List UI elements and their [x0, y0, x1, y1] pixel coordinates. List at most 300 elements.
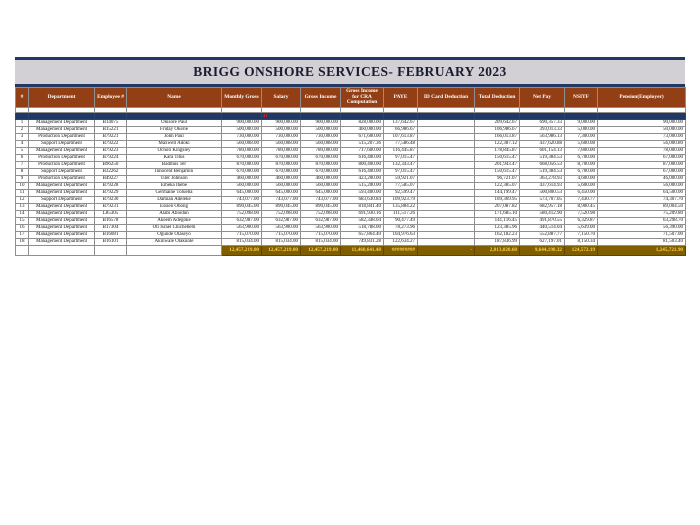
cell-paye[interactable]: 104,976.63 [384, 232, 418, 239]
cell-gross[interactable]: 670,000.00 [301, 169, 341, 176]
cell-monthly[interactable]: 500,000.00 [222, 127, 262, 134]
cell-salary[interactable]: 500,000.00 [262, 127, 301, 134]
cell-department[interactable]: Management Department [29, 148, 95, 155]
cell-name[interactable]: Damian Adeleke [127, 197, 222, 204]
cell-salary[interactable]: 870,000.00 [262, 162, 301, 169]
cell-gross[interactable]: 632,987.00 [301, 218, 341, 225]
cell-total[interactable]: 201,943.47 [475, 162, 520, 169]
cell-department[interactable]: Support Department [29, 197, 95, 204]
cell-gross[interactable]: 890,045.00 [301, 204, 341, 211]
cell-gross[interactable]: 780,000.00 [301, 148, 341, 155]
cell-gross[interactable]: 743,077.00 [301, 197, 341, 204]
cell-monthly[interactable]: 900,000.00 [222, 120, 262, 127]
cell-monthly[interactable]: 560,000.00 [222, 183, 262, 190]
totals-blank-employee [95, 246, 127, 256]
cell-idcard[interactable] [418, 176, 475, 183]
cell-name[interactable]: Germaine Tolueba [127, 190, 222, 197]
cell-net[interactable]: 363,278.93 [520, 176, 565, 183]
cell-total[interactable]: 162,182.23 [475, 232, 520, 239]
cell-cra[interactable]: 582,348.04 [341, 218, 384, 225]
cell-employee[interactable]: B15221 [95, 127, 127, 134]
cell-employee[interactable]: B79229 [95, 190, 127, 197]
cell-employee[interactable]: B16578 [95, 218, 127, 225]
cell-salary[interactable]: 715,070.00 [262, 232, 301, 239]
cell-department[interactable]: Production Department [29, 134, 95, 141]
cell-cra[interactable]: 800,400.00 [341, 162, 384, 169]
cell-name[interactable]: Tiler Johnson [127, 176, 222, 183]
cell-monthly[interactable]: 715,070.00 [222, 232, 262, 239]
cell-monthly[interactable]: 460,000.00 [222, 176, 262, 183]
cell-paye[interactable]: 107,613.87 [384, 134, 418, 141]
col-header-gross-income-cra[interactable]: Gross Income for CRA Computation [341, 88, 384, 108]
cell-name[interactable]: Friday Okerie [127, 127, 222, 134]
cell-salary[interactable]: 560,008.00 [262, 141, 301, 148]
cell-department[interactable]: Production Department [29, 176, 95, 183]
totals-net-pay[interactable]: 9,644,198.32 [520, 246, 565, 256]
col-header-pension-employer[interactable]: Pension(Employer) [598, 88, 686, 108]
totals-paye-overflow[interactable]: ######### [384, 246, 418, 256]
cell-pension[interactable]: 50,000.00 [598, 127, 686, 134]
cell-net[interactable]: 690,357.33 [520, 120, 565, 127]
cell-gross[interactable]: 715,070.00 [301, 232, 341, 239]
cell-employee[interactable]: B79224 [95, 155, 127, 162]
table-row [16, 197, 686, 204]
band-cell [222, 113, 262, 120]
cell-paye[interactable]: 78,273.96 [384, 225, 418, 232]
cell-name[interactable]: Kara Titus [127, 155, 222, 162]
cell-name[interactable]: Alabi Abiodun [127, 211, 222, 218]
cell-salary[interactable]: 560,000.00 [262, 183, 301, 190]
cell-paye[interactable]: 122,634.27 [384, 239, 418, 246]
band-cell [95, 113, 127, 120]
cell-net[interactable]: 627,197.01 [520, 239, 565, 246]
table-body [16, 120, 686, 246]
cell-monthly[interactable]: 645,000.00 [222, 190, 262, 197]
cell-nsitf[interactable]: 8,150.34 [565, 239, 598, 246]
cell-n[interactable]: 18 [16, 239, 29, 246]
cell-nsitf[interactable]: 7,300.00 [565, 134, 598, 141]
cell-salary[interactable]: 645,000.00 [262, 190, 301, 197]
cell-department[interactable]: Management Department [29, 218, 95, 225]
cell-idcard[interactable] [418, 239, 475, 246]
cell-total[interactable]: 122,387.12 [475, 141, 520, 148]
cell-n[interactable]: 14 [16, 211, 29, 218]
band-cell [29, 113, 95, 120]
cell-name[interactable]: John Paul [127, 134, 222, 141]
cell-idcard[interactable] [418, 120, 475, 127]
cell-net[interactable]: 601,154.13 [520, 148, 565, 155]
cell-department[interactable]: Production Department [29, 162, 95, 169]
cell-nsitf[interactable]: 5,639.00 [565, 225, 598, 232]
cell-name[interactable]: Akeem Adegoke [127, 218, 222, 225]
cell-gross[interactable]: 730,000.00 [301, 134, 341, 141]
cell-idcard[interactable] [418, 225, 475, 232]
col-header-net-pay[interactable]: Net Pay [520, 88, 565, 108]
cell-paye[interactable]: 132,343.47 [384, 162, 418, 169]
cell-cra[interactable]: 518,788.00 [341, 225, 384, 232]
cell-employee[interactable]: B79231 [95, 204, 127, 211]
totals-gross-income-cra[interactable]: 11,460,641.48 [341, 246, 384, 256]
cell-paye[interactable]: 135,884.22 [384, 204, 418, 211]
cell-employee[interactable]: B49227 [95, 176, 127, 183]
cell-department[interactable]: Management Department [29, 127, 95, 134]
cell-net[interactable]: 519,384.53 [520, 169, 565, 176]
cell-net[interactable]: 437,620.88 [520, 141, 565, 148]
table-row [16, 127, 686, 134]
band-cell [127, 113, 222, 120]
cell-pension[interactable]: 90,000.00 [598, 120, 686, 127]
cell-n[interactable]: 6 [16, 155, 29, 162]
cell-net[interactable]: 580,412.90 [520, 211, 565, 218]
cell-gross[interactable]: 670,000.00 [301, 155, 341, 162]
cell-cra[interactable]: 818,841.40 [341, 204, 384, 211]
payroll-sheet [15, 57, 685, 256]
cell-pension[interactable]: 46,000.00 [598, 176, 686, 183]
cell-paye[interactable]: 137,642.67 [384, 120, 418, 127]
band-cell [384, 113, 418, 120]
cell-idcard[interactable] [418, 134, 475, 141]
cell-paye[interactable]: 116,445.87 [384, 148, 418, 155]
cell-net[interactable]: 393,013.33 [520, 127, 565, 134]
cell-n[interactable]: 11 [16, 190, 29, 197]
totals-salary[interactable]: 12,457,219.00 [262, 246, 301, 256]
cell-gross[interactable]: 560,000.00 [301, 183, 341, 190]
cell-department[interactable]: Management Department [29, 120, 95, 127]
cell-salary[interactable]: 890,045.00 [262, 204, 301, 211]
cell-monthly[interactable]: 890,045.00 [222, 204, 262, 211]
cell-pension[interactable]: 56,000.00 [598, 183, 686, 190]
cell-department[interactable]: Support Department [29, 169, 95, 176]
cell-gross[interactable]: 500,000.00 [301, 127, 341, 134]
cell-total[interactable]: 150,615.47 [475, 155, 520, 162]
cell-gross[interactable]: 645,000.00 [301, 190, 341, 197]
cell-n[interactable]: 3 [16, 134, 29, 141]
cell-cra[interactable]: 828,000.00 [341, 120, 384, 127]
cell-total[interactable]: 96,721.07 [475, 176, 520, 183]
cell-pension[interactable]: 56,000.80 [598, 141, 686, 148]
cell-n[interactable]: 4 [16, 141, 29, 148]
cell-department[interactable]: Production Department [29, 155, 95, 162]
cell-net[interactable]: 552,887.77 [520, 232, 565, 239]
cell-nsitf[interactable]: 6,700.00 [565, 169, 598, 176]
cell-net[interactable]: 437,614.93 [520, 183, 565, 190]
cell-department[interactable]: Management Department [29, 232, 95, 239]
col-header-employee-number[interactable]: Employee # [95, 88, 127, 108]
cell-monthly[interactable]: 730,000.00 [222, 134, 262, 141]
totals-monthly-gross[interactable]: 12,457,219.00 [222, 246, 262, 256]
table-row [16, 169, 686, 176]
cell-total[interactable]: 178,845.87 [475, 148, 520, 155]
cell-department[interactable]: Management Department [29, 211, 95, 218]
cell-monthly[interactable]: 563,900.00 [222, 225, 262, 232]
cell-pension[interactable]: 56,390.00 [598, 225, 686, 232]
cell-salary[interactable]: 743,077.00 [262, 197, 301, 204]
cell-net[interactable]: 440,514.04 [520, 225, 565, 232]
cell-name[interactable]: Oti Israel Chichebem [127, 225, 222, 232]
cell-monthly[interactable]: 560,008.00 [222, 141, 262, 148]
cell-total[interactable]: 144,199.47 [475, 190, 520, 197]
cell-salary[interactable]: 670,000.00 [262, 169, 301, 176]
cell-employee[interactable]: B16101 [95, 239, 127, 246]
cell-pension[interactable]: 67,000.00 [598, 155, 686, 162]
band-cell-salary [262, 113, 301, 120]
cell-department[interactable]: Management Department [29, 225, 95, 232]
cell-pension[interactable]: 78,000.00 [598, 148, 686, 155]
cell-pension[interactable]: 81,503.40 [598, 239, 686, 246]
cell-cra[interactable]: 691,930.16 [341, 211, 384, 218]
cell-nsitf[interactable]: 6,450.00 [565, 190, 598, 197]
band-cell [301, 113, 341, 120]
cell-department[interactable]: Management Department [29, 183, 95, 190]
totals-total-deduction[interactable]: 2,813,020.68 [475, 246, 520, 256]
cell-salary[interactable]: 752,098.00 [262, 211, 301, 218]
cell-n[interactable]: 5 [16, 148, 29, 155]
cell-monthly[interactable]: 815,034.00 [222, 239, 262, 246]
cell-employee[interactable]: B96250 [95, 162, 127, 169]
cell-employee[interactable]: B79222 [95, 141, 127, 148]
cell-pension[interactable]: 75,209.80 [598, 211, 686, 218]
cell-pension[interactable]: 73,000.00 [598, 134, 686, 141]
cell-salary[interactable]: 730,000.00 [262, 134, 301, 141]
cell-total[interactable]: 106,986.67 [475, 127, 520, 134]
cell-idcard[interactable] [418, 141, 475, 148]
cell-name[interactable]: Ocholi Kingsley [127, 148, 222, 155]
cell-paye[interactable]: 97,015.47 [384, 169, 418, 176]
cell-total[interactable]: 166,013.87 [475, 134, 520, 141]
cell-idcard[interactable] [418, 204, 475, 211]
cell-monthly[interactable]: 743,077.00 [222, 197, 262, 204]
cell-idcard[interactable] [418, 218, 475, 225]
cell-idcard[interactable] [418, 148, 475, 155]
cell-pension[interactable]: 71,507.00 [598, 232, 686, 239]
cell-cra[interactable]: 657,864.40 [341, 232, 384, 239]
cell-department[interactable]: Support Department [29, 141, 95, 148]
cell-total[interactable]: 122,385.07 [475, 183, 520, 190]
cell-cra[interactable]: 515,200.00 [341, 183, 384, 190]
cell-cra[interactable]: 593,400.00 [341, 190, 384, 197]
cell-name[interactable]: Emeka Ihebe [127, 183, 222, 190]
cell-idcard[interactable] [418, 190, 475, 197]
table-row [16, 162, 686, 169]
cell-idcard[interactable] [418, 183, 475, 190]
cell-name[interactable]: Ogunde Olaseyo [127, 232, 222, 239]
cell-nsitf[interactable]: 4,600.00 [565, 176, 598, 183]
cell-net[interactable]: 668,056.53 [520, 162, 565, 169]
col-header-monthly-gross[interactable]: Monthly Gross [222, 88, 262, 108]
cell-monthly[interactable]: 632,987.00 [222, 218, 262, 225]
sheet-title-bar [15, 60, 685, 84]
cell-pension[interactable]: 87,000.00 [598, 162, 686, 169]
cell-nsitf[interactable]: 6,329.87 [565, 218, 598, 225]
cell-paye[interactable]: 77,586.48 [384, 141, 418, 148]
cell-name[interactable]: Essien Obong [127, 204, 222, 211]
cell-n[interactable]: 12 [16, 197, 29, 204]
cell-n[interactable]: 16 [16, 225, 29, 232]
cell-nsitf[interactable]: 5,600.08 [565, 141, 598, 148]
cell-salary[interactable]: 670,000.00 [262, 155, 301, 162]
totals-id-card-deduction[interactable]: - [418, 246, 475, 256]
cell-total[interactable]: 141,116.45 [475, 218, 520, 225]
cell-department[interactable]: Management Department [29, 239, 95, 246]
cell-nsitf[interactable]: 8,900.45 [565, 204, 598, 211]
cell-salary[interactable]: 632,987.00 [262, 218, 301, 225]
cell-monthly[interactable]: 670,000.00 [222, 169, 262, 176]
cell-pension[interactable]: 74,307.70 [598, 197, 686, 204]
cell-pension[interactable]: 67,000.00 [598, 169, 686, 176]
cell-total[interactable]: 150,615.47 [475, 169, 520, 176]
cell-cra[interactable]: 671,600.00 [341, 134, 384, 141]
col-header-department[interactable]: Department [29, 88, 95, 108]
cell-salary[interactable]: 900,000.00 [262, 120, 301, 127]
totals-pension-employer[interactable]: 1,245,721.90 [598, 246, 686, 256]
cell-net[interactable]: 573,707.05 [520, 197, 565, 204]
cell-idcard[interactable] [418, 211, 475, 218]
cell-salary[interactable]: 815,034.00 [262, 239, 301, 246]
cell-cra[interactable]: 616,400.00 [341, 155, 384, 162]
cell-cra[interactable]: 683,630.84 [341, 197, 384, 204]
cell-total[interactable]: 123,385.96 [475, 225, 520, 232]
band-cell [565, 113, 598, 120]
cell-cra[interactable]: 616,400.00 [341, 169, 384, 176]
cell-nsitf[interactable]: 7,800.00 [565, 148, 598, 155]
cell-idcard[interactable] [418, 162, 475, 169]
header-row [16, 88, 686, 108]
cell-n[interactable]: 1 [16, 120, 29, 127]
cell-department[interactable]: Management Department [29, 204, 95, 211]
cell-employee[interactable]: B79223 [95, 148, 127, 155]
table-row [16, 134, 686, 141]
cell-nsitf[interactable]: 7,430.77 [565, 197, 598, 204]
cell-monthly[interactable]: 870,000.00 [222, 162, 262, 169]
cell-n[interactable]: 8 [16, 169, 29, 176]
cell-idcard[interactable] [418, 197, 475, 204]
cell-idcard[interactable] [418, 127, 475, 134]
cell-monthly[interactable]: 752,098.00 [222, 211, 262, 218]
col-header-nsitf[interactable]: NSITF [565, 88, 598, 108]
cell-paye[interactable]: 97,015.47 [384, 155, 418, 162]
cell-employee[interactable]: B79228 [95, 183, 127, 190]
cell-n[interactable]: 13 [16, 204, 29, 211]
cell-name[interactable]: Onisore Paul [127, 120, 222, 127]
cell-cra[interactable]: 515,207.36 [341, 141, 384, 148]
cell-n[interactable]: 7 [16, 162, 29, 169]
cell-name[interactable]: Maxwell Adoki [127, 141, 222, 148]
col-header-name[interactable]: Name [127, 88, 222, 108]
cell-gross[interactable]: 870,000.00 [301, 162, 341, 169]
cell-monthly[interactable]: 780,000.00 [222, 148, 262, 155]
table-row [16, 155, 686, 162]
cell-paye[interactable]: 92,599.47 [384, 190, 418, 197]
cell-department[interactable]: Management Department [29, 190, 95, 197]
cell-cra[interactable]: 717,600.00 [341, 148, 384, 155]
col-header-index[interactable]: # [16, 88, 29, 108]
col-header-id-card-deduction[interactable]: ID Card Deduction [418, 88, 475, 108]
cell-total[interactable]: 171,685.10 [475, 211, 520, 218]
cell-nsitf[interactable]: 6,700.00 [565, 155, 598, 162]
cell-idcard[interactable] [418, 169, 475, 176]
cell-gross[interactable]: 560,008.00 [301, 141, 341, 148]
cell-n[interactable]: 15 [16, 218, 29, 225]
totals-gross-income[interactable]: 12,457,219.00 [301, 246, 341, 256]
cell-net[interactable]: 500,800.53 [520, 190, 565, 197]
cell-idcard[interactable] [418, 155, 475, 162]
cell-n[interactable]: 9 [16, 176, 29, 183]
cell-salary[interactable]: 780,000.00 [262, 148, 301, 155]
cell-paye[interactable]: 109,923.79 [384, 197, 418, 204]
cell-pension[interactable]: 63,298.70 [598, 218, 686, 225]
cell-net[interactable]: 563,986.13 [520, 134, 565, 141]
cell-employee[interactable]: B16081 [95, 232, 127, 239]
cell-salary[interactable]: 460,000.00 [262, 176, 301, 183]
cell-nsitf[interactable]: 5,000.00 [565, 127, 598, 134]
cell-total[interactable]: 209,642.67 [475, 120, 520, 127]
cell-total[interactable]: 169,369.95 [475, 197, 520, 204]
table-row [16, 225, 686, 232]
cell-paye[interactable]: 90,477.49 [384, 218, 418, 225]
totals-blank-department [29, 246, 95, 256]
cell-employee[interactable]: L85305 [95, 211, 127, 218]
cell-employee[interactable]: B32262 [95, 169, 127, 176]
cell-salary[interactable]: 563,900.00 [262, 225, 301, 232]
col-header-gross-income[interactable]: Gross Income [301, 88, 341, 108]
cell-gross[interactable]: 815,034.00 [301, 239, 341, 246]
cell-cra[interactable]: 423,200.00 [341, 176, 384, 183]
cell-paye[interactable]: 59,921.07 [384, 176, 418, 183]
cell-net[interactable]: 491,870.55 [520, 218, 565, 225]
cell-cra[interactable]: 749,831.28 [341, 239, 384, 246]
cell-nsitf[interactable]: 9,000.00 [565, 120, 598, 127]
cell-name[interactable]: Akinwale Olakunle [127, 239, 222, 246]
cell-employee[interactable]: B79230 [95, 197, 127, 204]
cell-nsitf[interactable]: 7,150.70 [565, 232, 598, 239]
cell-total[interactable]: 187,836.99 [475, 239, 520, 246]
col-header-total-deduction[interactable]: Total Deduction [475, 88, 520, 108]
cell-nsitf[interactable]: 5,600.00 [565, 183, 598, 190]
cell-net[interactable]: 682,957.18 [520, 204, 565, 211]
cell-n[interactable]: 2 [16, 127, 29, 134]
cell-gross[interactable]: 460,000.00 [301, 176, 341, 183]
cell-pension[interactable]: 89,004.50 [598, 204, 686, 211]
cell-paye[interactable]: 111,517.26 [384, 211, 418, 218]
cell-gross[interactable]: 563,900.00 [301, 225, 341, 232]
cell-employee[interactable]: B14075 [95, 120, 127, 127]
totals-nsitf[interactable]: 124,572.19 [565, 246, 598, 256]
band-cell [418, 113, 475, 120]
cell-name[interactable]: Badmus Ter [127, 162, 222, 169]
cell-paye[interactable]: 66,986.67 [384, 127, 418, 134]
cell-name[interactable]: Innocent Benjamin [127, 169, 222, 176]
band-cell [341, 113, 384, 120]
cell-cra[interactable]: 460,000.00 [341, 127, 384, 134]
band-cell [520, 113, 565, 120]
cell-monthly[interactable]: 670,000.00 [222, 155, 262, 162]
cell-pension[interactable]: 64,500.00 [598, 190, 686, 197]
cell-gross[interactable]: 752,098.00 [301, 211, 341, 218]
cell-employee[interactable]: B17304 [95, 225, 127, 232]
cell-idcard[interactable] [418, 232, 475, 239]
cell-nsitf[interactable]: 7,520.98 [565, 211, 598, 218]
cell-total[interactable]: 207,087.82 [475, 204, 520, 211]
cell-n[interactable]: 17 [16, 232, 29, 239]
cell-employee[interactable]: B79221 [95, 134, 127, 141]
cell-nsitf[interactable]: 8,700.00 [565, 162, 598, 169]
cell-gross[interactable]: 900,000.00 [301, 120, 341, 127]
cell-net[interactable]: 519,384.53 [520, 155, 565, 162]
cell-n[interactable]: 10 [16, 183, 29, 190]
col-header-paye[interactable]: PAYE [384, 88, 418, 108]
cell-paye[interactable]: 77,585.07 [384, 183, 418, 190]
col-header-salary[interactable]: Salary [262, 88, 301, 108]
